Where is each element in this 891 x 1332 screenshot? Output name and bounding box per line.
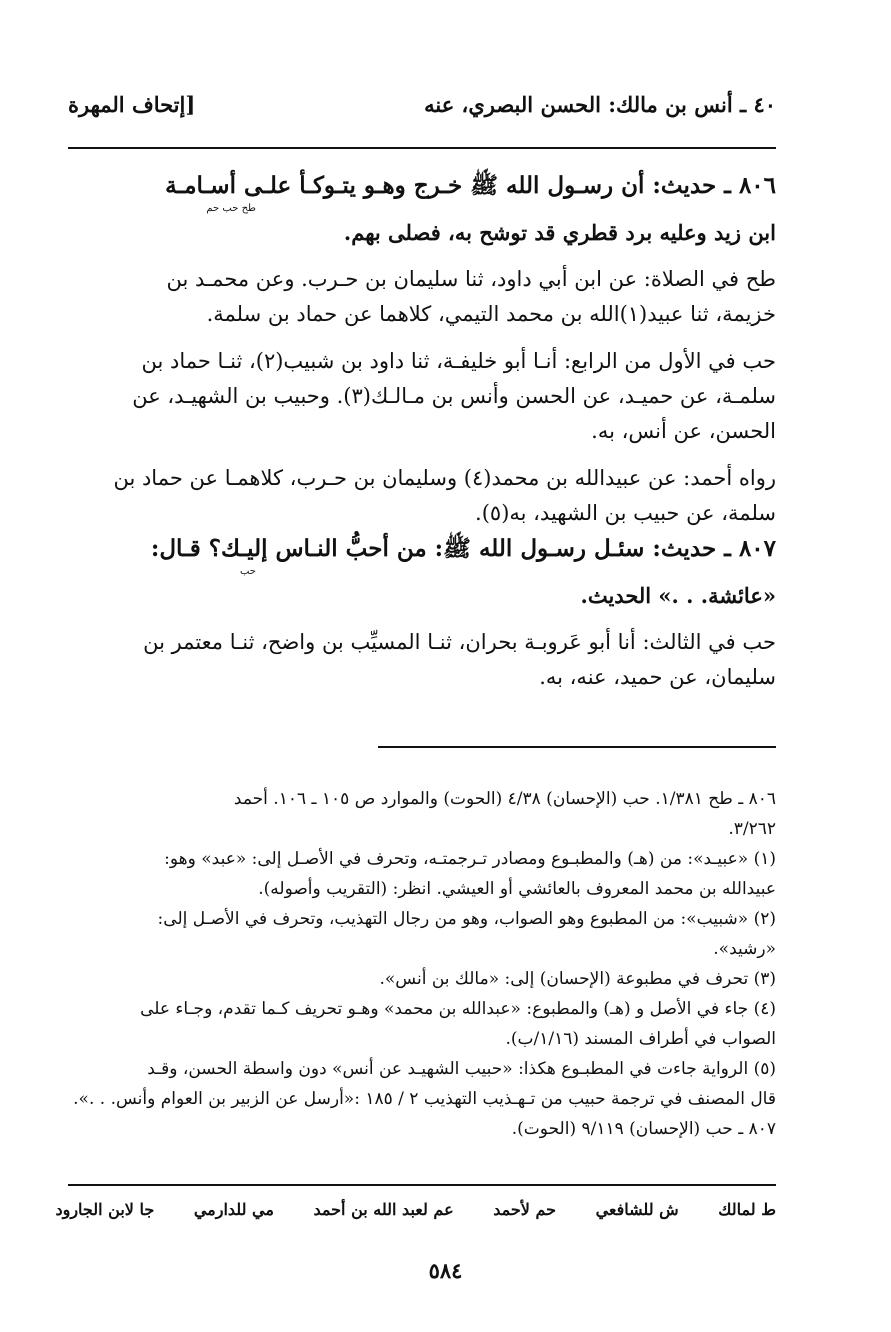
header-rule: [68, 147, 776, 149]
main-text: [68, 168, 776, 695]
abbreviation-item: حم لأحمد: [493, 1200, 556, 1219]
hadith-806-heading: ٨٠٦ ـ حديث: أن رسـول الله ﷺ خـرج وهـو يتـوكـأ علـى أسـامـة: [165, 172, 776, 199]
hadith-806-text: ابن زيد وعليه برد قطري قد توشح به، فصلى بهم.: [343, 220, 776, 245]
abbreviation-item: جا لابن الجارود: [55, 1200, 155, 1219]
footnote-separator: [378, 746, 776, 748]
footnote-2-line-1: (٢) «شبيب»: من المطبوع وهو الصواب، وهو من رجال التهذيب، وتحرف في الأصـل إلى:: [157, 909, 776, 929]
page-number: ٥٨٤: [428, 1258, 463, 1283]
abbreviation-item: ش للشافعي: [595, 1200, 679, 1219]
abbreviations-rule: [68, 1184, 776, 1186]
footnote-4-line-2: الصواب في أطراف المسند (١/١٦/ب).: [505, 1029, 776, 1049]
footnotes: [68, 784, 776, 1144]
paragraph-tahawi-line-2: خزيمة، ثنا عبيد(١)الله بن محمد التيمي، كلاهما عن حماد بن سلمة.: [206, 302, 776, 326]
paragraph-tahawi-line-1: طح في الصلاة: عن ابن أبي داود، ثنا سليمان بن حـرب. وعن محمـد بن: [166, 267, 776, 291]
footnote-5-line-2: قال المصنف في ترجمة حبيب من تـهـذيب التهذيب ٢ / ١٨٥ :«أرسل عن الزبير بن العوام وأنس. . .».: [73, 1089, 776, 1109]
note-806-line-2: ٣/٢٦٢.: [728, 819, 776, 839]
abbreviations-key: [55, 1200, 776, 1230]
footnote-1-line-2: عبيدالله بن محمد المعروف بالعائشي أو العيشي. انظر: (التقريب وأصوله).: [258, 879, 776, 899]
header-chapter-title: ٤٠ ـ أنس بن مالك: الحسن البصري، عنه: [424, 92, 776, 117]
paragraph-807-ibn-hibban-line-2: سليمان، عن حميد، عنه، به.: [539, 665, 776, 689]
hadith-806-source-markers: طح حب حم: [206, 203, 256, 214]
paragraph-ahmad-line-2: سلمة، عن حبيب بن الشهيد، به(٥).: [475, 501, 776, 525]
hadith-807-heading: ٨٠٧ ـ حديث: سئـل رسـول الله ﷺ: من أحبُّ النـاس إليـك؟ قـال:: [150, 535, 776, 562]
note-807: ٨٠٧ ـ حب (الإحسان) ٩/١١٩ (الحوت).: [511, 1119, 776, 1139]
footnote-1-line-1: (١) «عبيـد»: من (هـ) والمطبـوع ومصادر تـرجمتـه، وتحرف في الأصـل إلى: «عبد» وهو:: [164, 849, 776, 869]
hadith-807-text: «عائشة. . .» الحديث.: [580, 583, 776, 608]
abbreviation-item: ط لمالك: [718, 1200, 776, 1219]
paragraph-ibn-hibban-line-2: سلمـة، عن حميـد، عن الحسن وأنس بن مـالـك(٣). وحبيب بن الشهيـد، عن: [132, 384, 776, 408]
paragraph-807-ibn-hibban-line-1: حب في الثالث: أنا أبو عَروبـة بحران، ثنـا المسيِّب بن واضح، ثنـا معتمر بن: [143, 630, 776, 654]
header-book-title: [إتحاف المهرة: [68, 92, 196, 117]
running-header: [68, 92, 776, 122]
paragraph-ibn-hibban-line-3: الحسن، عن أنس، به.: [591, 419, 776, 443]
footnote-2-line-2: «رشيد».: [713, 939, 776, 959]
footnote-3: (٣) تحرف في مطبوعة (الإحسان) إلى: «مالك بن أنس».: [379, 969, 776, 989]
footnote-4-line-1: (٤) جاء في الأصل و (هـ) والمطبوع: «عبدالله بن محمد» وهـو تحريف كـما تقدم، وجـاء على: [140, 999, 776, 1019]
abbreviation-item: مي للدارمي: [193, 1200, 274, 1219]
paragraph-ibn-hibban-line-1: حب في الأول من الرابع: أنـا أبو خليفـة، ثنا داود بن شبيب(٢)، ثنـا حماد بن: [141, 349, 776, 373]
footnote-5-line-1: (٥) الرواية جاءت في المطبـوع هكذا: «حبيب الشهيـد عن أنس» دون واسطة الحسن، وقـد: [147, 1059, 776, 1079]
hadith-807-source-markers: حب: [239, 566, 256, 577]
abbreviation-item: عم لعبد الله بن أحمد: [313, 1200, 454, 1219]
paragraph-ahmad-line-1: رواه أحمد: عن عبيدالله بن محمد(٤) وسليمان بن حـرب، كلاهمـا عن حماد بن: [113, 466, 776, 490]
note-806-line-1: ٨٠٦ ـ طح ١/٣٨١. حب (الإحسان) ٤/٣٨ (الحوت) والموارد ص ١٠٥ ـ ١٠٦. أحمد: [233, 789, 776, 809]
